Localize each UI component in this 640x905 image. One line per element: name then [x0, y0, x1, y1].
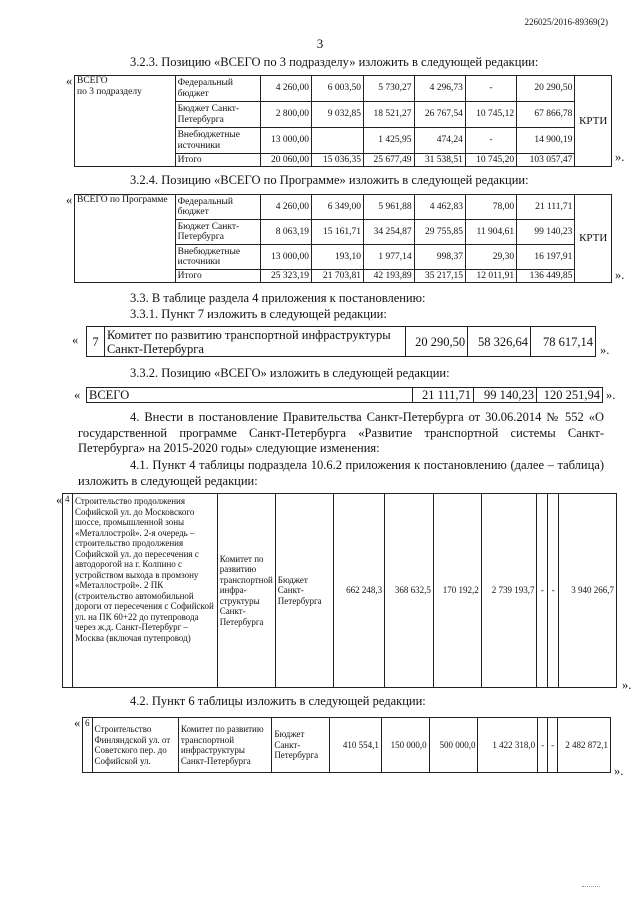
value-cell: 1 425,95: [363, 128, 414, 154]
value-cell: 2 739 193,7: [481, 494, 537, 688]
value-cell: -: [538, 718, 548, 773]
value-cell: 78 617,14: [531, 327, 596, 357]
page-number: 3: [316, 36, 324, 51]
table-row: [63, 494, 617, 688]
source-cell: Бюджет Санкт-Петербурга: [175, 220, 260, 245]
table-row: [87, 327, 596, 357]
close-quote: ».: [615, 268, 625, 282]
value-cell: 662 248,3: [333, 494, 385, 688]
value-cell: 4 260,00: [260, 76, 311, 102]
value-cell: 170 192,2: [433, 494, 481, 688]
open-quote: «: [66, 193, 73, 207]
value-cell: 10 745,12: [465, 102, 516, 128]
source-cell: Федеральный бюджет: [175, 195, 260, 220]
source-cell: Федеральный бюджет: [175, 76, 260, 102]
value-cell: 103 057,47: [517, 154, 575, 167]
close-quote: ».: [606, 388, 616, 402]
open-quote: «: [66, 74, 73, 88]
source-cell: Внебюджетные источники: [175, 245, 260, 270]
item-name: Строительство Финляндской ул. от Советского пер. до Софийской ул.: [92, 718, 178, 773]
section-3-2-3-heading: 3.2.3. Позицию «ВСЕГО по 3 подразделу» изложить в следующей редакции:: [130, 55, 539, 69]
value-cell: 3 940 266,7: [559, 494, 617, 688]
value-cell: -: [465, 128, 516, 154]
value-cell: 120 251,94: [537, 388, 603, 403]
value-cell: 1 977,14: [364, 245, 415, 270]
value-cell: 21 111,71: [413, 388, 474, 403]
value-cell: 35 217,15: [414, 270, 465, 283]
value-cell: 26 767,54: [414, 102, 465, 128]
executor-cell: КРТИ: [575, 195, 612, 283]
source-cell: Итого: [175, 154, 260, 167]
value-cell: 500 000,0: [429, 718, 478, 773]
value-cell: 58 326,64: [468, 327, 531, 357]
value-cell: 150 000,0: [381, 718, 429, 773]
section-4-1-paragraph: 4.1. Пункт 4 таблицы подраздела 10.6.2 приложения к постановлению (далее – таблица) изложить в следующей редакции:: [78, 458, 604, 488]
table-item-4: [62, 493, 617, 688]
value-cell: 368 632,5: [385, 494, 434, 688]
item-name: Комитет по развитию транспортной инфраструктуры Санкт-Петербурга: [104, 327, 405, 357]
section-3-3-heading: 3.3. В таблице раздела 4 приложения к постановлению:: [130, 291, 426, 305]
value-cell: 16 197,91: [517, 245, 575, 270]
row-label: ВСЕГО по 3 подразделу: [75, 76, 176, 167]
source-cell: Бюджет Санкт-Петербурга: [175, 102, 260, 128]
table-item-7: [86, 326, 596, 357]
value-cell: 4 296,73: [414, 76, 465, 102]
table-item-6: [82, 717, 611, 773]
value-cell: 4 462,83: [414, 195, 465, 220]
value-cell: [311, 128, 363, 154]
value-cell: 20 060,00: [260, 154, 311, 167]
value-cell: 4 260,00: [260, 195, 311, 220]
section-4-paragraph: 4. Внести в постановление Правительства Санкт-Петербурга от 30.06.2014 № 552 «О государственной программе Санкт-Петербурга «Развитие транспортной системы Санкт-Петербурга» на 2015-2020 годы» следующие изменения:: [78, 410, 604, 455]
value-cell: 193,10: [312, 245, 364, 270]
value-cell: 474,24: [414, 128, 465, 154]
value-cell: 31 538,51: [414, 154, 465, 167]
value-cell: 6 003,50: [311, 76, 363, 102]
table-row: [75, 76, 612, 102]
value-cell: 998,37: [414, 245, 465, 270]
section-3-3-1-heading: 3.3.1. Пункт 7 изложить в следующей редакции:: [130, 307, 387, 321]
page-mark: [582, 886, 600, 895]
close-quote: ».: [614, 764, 624, 778]
section-4-2-heading: 4.2. Пункт 6 таблицы изложить в следующей редакции:: [130, 694, 426, 708]
value-cell: 8 063,19: [260, 220, 311, 245]
value-cell: -: [548, 718, 558, 773]
open-quote: «: [74, 716, 81, 730]
value-cell: 42 193,89: [364, 270, 415, 283]
open-quote: «: [56, 493, 63, 507]
value-cell: 15 161,71: [312, 220, 364, 245]
table-total-programme: [74, 194, 612, 283]
value-cell: 5 961,88: [364, 195, 415, 220]
close-quote: ».: [622, 678, 632, 692]
close-quote: ».: [615, 150, 625, 164]
table-row: [75, 195, 612, 220]
value-cell: 25 677,49: [363, 154, 414, 167]
value-cell: 9 032,85: [311, 102, 363, 128]
table-total-subsection-3: [74, 75, 612, 167]
item-number: 7: [87, 327, 105, 357]
value-cell: 29,30: [465, 245, 516, 270]
table-row: [87, 388, 603, 403]
source-cell: Бюджет Санкт-Петербурга: [272, 718, 330, 773]
value-cell: 99 140,23: [474, 388, 537, 403]
value-cell: -: [537, 494, 548, 688]
value-cell: 2 800,00: [260, 102, 311, 128]
value-cell: 18 521,27: [363, 102, 414, 128]
value-cell: 14 900,19: [517, 128, 575, 154]
item-number: 4: [63, 494, 73, 688]
value-cell: 410 554,1: [330, 718, 382, 773]
item-number: 6: [83, 718, 93, 773]
value-cell: -: [465, 76, 516, 102]
value-cell: 29 755,85: [414, 220, 465, 245]
document-number: 226025/2016-89369(2): [524, 17, 608, 27]
executor-cell: Комитет по развитию транспортной инфраструктуры Санкт-Петербурга: [178, 718, 271, 773]
table-total: [86, 387, 603, 403]
value-cell: 21 111,71: [517, 195, 575, 220]
close-quote: ».: [600, 343, 610, 357]
value-cell: 136 449,85: [517, 270, 575, 283]
value-cell: -: [548, 494, 559, 688]
item-name: ВСЕГО: [87, 388, 413, 403]
value-cell: 21 703,81: [312, 270, 364, 283]
value-cell: 67 866,78: [517, 102, 575, 128]
executor-cell: Комитет по развитию транспортной инфра-структуры Санкт-Петербурга: [217, 494, 275, 688]
value-cell: 5 730,27: [363, 76, 414, 102]
value-cell: 13 000,00: [260, 245, 311, 270]
value-cell: 6 349,00: [312, 195, 364, 220]
value-cell: 12 011,91: [465, 270, 516, 283]
value-cell: 34 254,87: [364, 220, 415, 245]
section-3-3-2-heading: 3.3.2. Позицию «ВСЕГО» изложить в следующей редакции:: [130, 366, 450, 380]
value-cell: 20 290,50: [517, 76, 575, 102]
value-cell: 78,00: [465, 195, 516, 220]
value-cell: 10 745,20: [465, 154, 516, 167]
source-cell: Бюджет Санкт-Петербурга: [275, 494, 333, 688]
open-quote: «: [74, 388, 81, 402]
value-cell: 25 323,19: [260, 270, 311, 283]
value-cell: 15 036,35: [311, 154, 363, 167]
value-cell: 99 140,23: [517, 220, 575, 245]
executor-cell: КРТИ: [575, 76, 612, 167]
value-cell: 13 000,00: [260, 128, 311, 154]
open-quote: «: [72, 333, 79, 347]
row-label: ВСЕГО по Программе: [75, 195, 176, 283]
source-cell: Итого: [175, 270, 260, 283]
source-cell: Внебюджетные источники: [175, 128, 260, 154]
section-3-2-4-heading: 3.2.4. Позицию «ВСЕГО по Программе» изложить в следующей редакции:: [130, 173, 529, 187]
item-name: Строительство продолжения Софийской ул. до Московского шоссе, промышленной зоны «Металлострой». 2-я очередь – строительство продолжения Софийской ул. до пересечения с автодорогой на г. Колпино с устройством выхода в промзону «Металлострой». 2 ПК (строительство автомобильной дороги от пересечения с Софийской ул. на ПК 60+22 до путепровода через ж.д. Санкт-Петербург – Москва (включая путепровод): [72, 494, 217, 688]
value-cell: 1 422 318,0: [478, 718, 538, 773]
table-row: [83, 718, 611, 773]
value-cell: 2 482 872,1: [558, 718, 611, 773]
value-cell: 20 290,50: [406, 327, 468, 357]
value-cell: 11 904,61: [465, 220, 516, 245]
